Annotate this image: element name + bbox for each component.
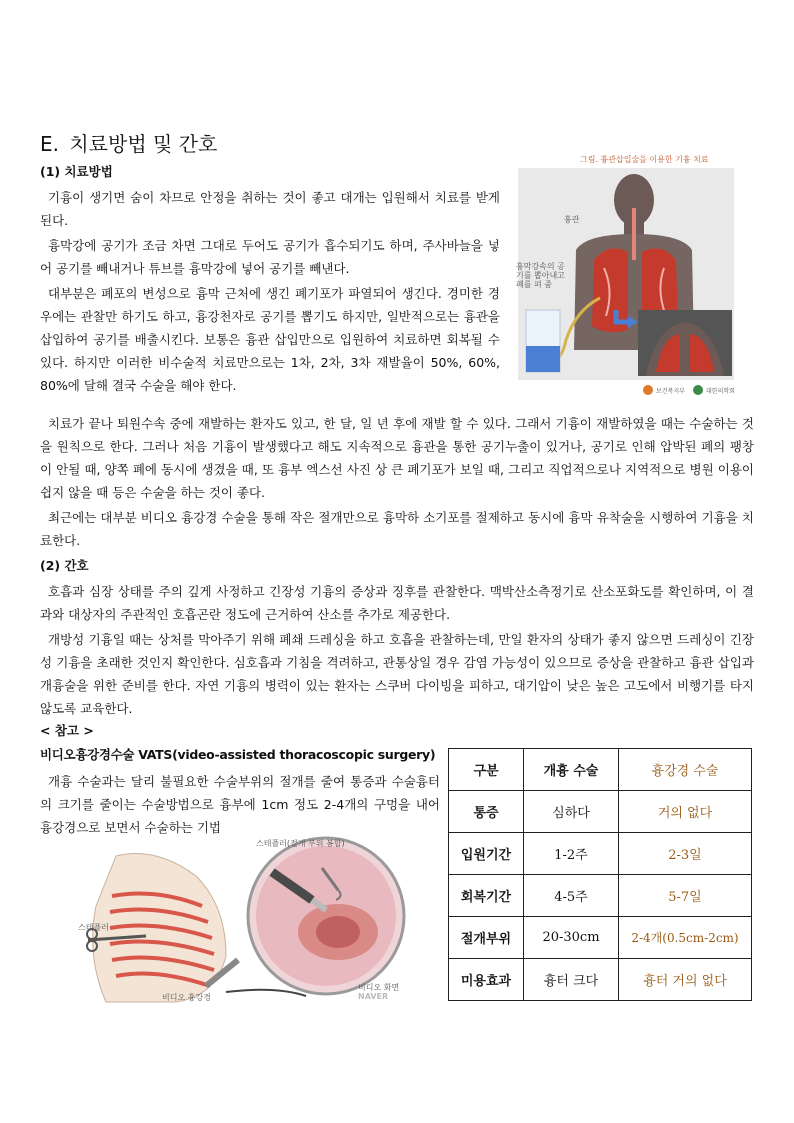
- table-row: [449, 959, 752, 1001]
- treatment-paragraph-1: 기흉이 생기면 숨이 차므로 안정을 취하는 것이 좋고 대개는 입원해서 치료를 받게 된다.: [40, 190, 500, 228]
- nursing-heading: (2) 간호: [40, 558, 89, 573]
- nursing-paragraph-1: 호흡과 심장 상태를 주의 깊게 사정하고 긴장성 기흉의 증상과 징후를 관찰한다. 맥박산소측정기로 산소포화도를 확인하며, 이 결과와 대상자의 주관적인 호흡곤란 정도에 근거하여 산소를 추가로 제공한다.: [40, 584, 754, 622]
- table-cell: 심하다: [524, 791, 619, 833]
- treatment-paragraph-4: 치료가 끝나 퇴원수속 중에 재발하는 환자도 있고, 한 달, 일 년 후에 재발 할 수 있다. 그래서 기흉이 재발하였을 때는 수술하는 것을 원칙으로 한다. 그러나 처음 기흉이 발생했다고 해도 지속적으로 흉관을 통한 공기누출이 있거나, 공기로 인해 압박된 폐의 팽창이 안될 때, 양쪽 폐에 동시에 생겼을 때, 또 흉부 엑스선 사진 상 큰 폐기포가 보일 때, 그리고 직업적으로나 지역적으로 병원 이용이 쉽지 않을 때 등은 수술을 하는 것이 좋다.: [40, 416, 754, 500]
- section-title-text: 치료방법 및 간호: [69, 132, 218, 156]
- table-header-cell: 구분: [449, 749, 524, 791]
- table-cell: 미용효과: [449, 959, 524, 1001]
- table-header-row: [449, 749, 752, 791]
- nursing-paragraph-2: 개방성 기흉일 때는 상처를 막아주기 위해 폐쇄 드레싱을 하고 호흡을 관찰하는데, 만일 환자의 상태가 좋지 않으면 드레싱이 긴장성 기흉을 초래한 것인지 확인한다. 심호흡과 기침을 격려하고, 관통상일 경우 감염 가능성이 있으므로 증상을 관찰하고 흉관 삽입과 개흉술을 위한 준비를 한다. 자연 기흉의 병력이 있는 환자는 스쿠버 다이빙을 피하고, 대기압이 낮은 높은 고도에서 비행기를 타지 않도록 교육한다.: [40, 632, 754, 716]
- vats-illustration: [76, 836, 406, 1004]
- table-row: [449, 791, 752, 833]
- table-cell: 흉터 크다: [524, 959, 619, 1001]
- table-cell: 20-30cm: [524, 917, 619, 959]
- table-cell: 흉터 거의 없다: [619, 959, 752, 1001]
- reference-label: < 참고 >: [40, 723, 94, 738]
- figure2-label-stapler-top: 스테플러(절개 부위 봉합): [256, 839, 345, 848]
- section-letter: E.: [40, 132, 59, 156]
- comparison-table: [448, 748, 752, 1001]
- table-header-cell: 개흉 수술: [524, 749, 619, 791]
- table-cell: 통증: [449, 791, 524, 833]
- vats-figure: [76, 836, 406, 1004]
- treatment-paragraph-3: 대부분은 폐포의 변성으로 흉막 근처에 생긴 폐기포가 파열되어 생긴다. 경미한 경우에는 관찰만 하기도 하고, 흉강천자로 공기를 뽑기도 하지만, 일반적으로는 흉관을 삽입하여 공기를 배출시킨다. 보통은 흉관 삽입만으로 입원하여 치료하면 회복될 수 있다. 하지만 이러한 비수술적 치료만으로는 1차, 2차, 3차 재발율이 50%, 60%, 80%에 달해 결국 수술을 해야 한다.: [40, 286, 500, 393]
- table-cell: 5-7일: [619, 875, 752, 917]
- table-cell: 거의 없다: [619, 791, 752, 833]
- figure1-label-tube: 흉관: [564, 215, 580, 224]
- figure1-label-bottle: 흉막강속의 공기를 뽑아내고 폐를 펴 줌: [516, 262, 565, 289]
- table-row: [449, 833, 752, 875]
- vats-description: 개흉 수술과는 달리 불필요한 수술부위의 절개를 줄여 통증과 수술흉터의 크기를 줄이는 수술방법으로 흉부에 1cm 정도 2-4개의 구멍을 내어 흉강경으로 보면서 수술하는 기법: [40, 774, 440, 835]
- section-title: [40, 128, 217, 157]
- table-row: [449, 917, 752, 959]
- vats-title: 비디오흉강경수술 VATS(video-assisted thoracoscopic surgery): [40, 747, 436, 762]
- figure1-logo-1: 보건복지부: [656, 388, 685, 395]
- figure2-label-stapler: 스테플러: [78, 923, 109, 932]
- figure2-watermark: NAVER: [358, 992, 389, 1001]
- figure1-logo-2: 대한의학회: [706, 388, 735, 395]
- treatment-heading: (1) 치료방법: [40, 164, 113, 179]
- table-cell: 4-5주: [524, 875, 619, 917]
- table-cell: 2-4개(0.5cm-2cm): [619, 917, 752, 959]
- treatment-paragraph-5: 최근에는 대부분 비디오 흉강경 수술을 통해 작은 절개만으로 흉막하 소기포를 절제하고 동시에 흉막 유착술을 시행하여 기흉을 치료한다.: [40, 510, 754, 548]
- table-cell: 회복기간: [449, 875, 524, 917]
- table-cell: 2-3일: [619, 833, 752, 875]
- table-cell: 1-2주: [524, 833, 619, 875]
- table-header-cell: 흉강경 수술: [619, 749, 752, 791]
- figure2-label-screen: 비디오 화면: [358, 983, 400, 992]
- figure1-caption: 그림. 흉관삽입술을 이용한 기흉 치료: [580, 155, 709, 164]
- table-row: [449, 875, 752, 917]
- chest-tube-figure: [516, 150, 754, 404]
- table-cell: 입원기간: [449, 833, 524, 875]
- treatment-paragraph-2: 흉막강에 공기가 조금 차면 그대로 두어도 공기가 흡수되기도 하며, 주사바늘을 넣어 공기를 빼내거나 튜브를 흉막강에 넣어 공기를 빼낸다.: [40, 238, 500, 276]
- figure2-label-scope: 비디오 흉강경: [162, 993, 211, 1002]
- table-cell: 절개부위: [449, 917, 524, 959]
